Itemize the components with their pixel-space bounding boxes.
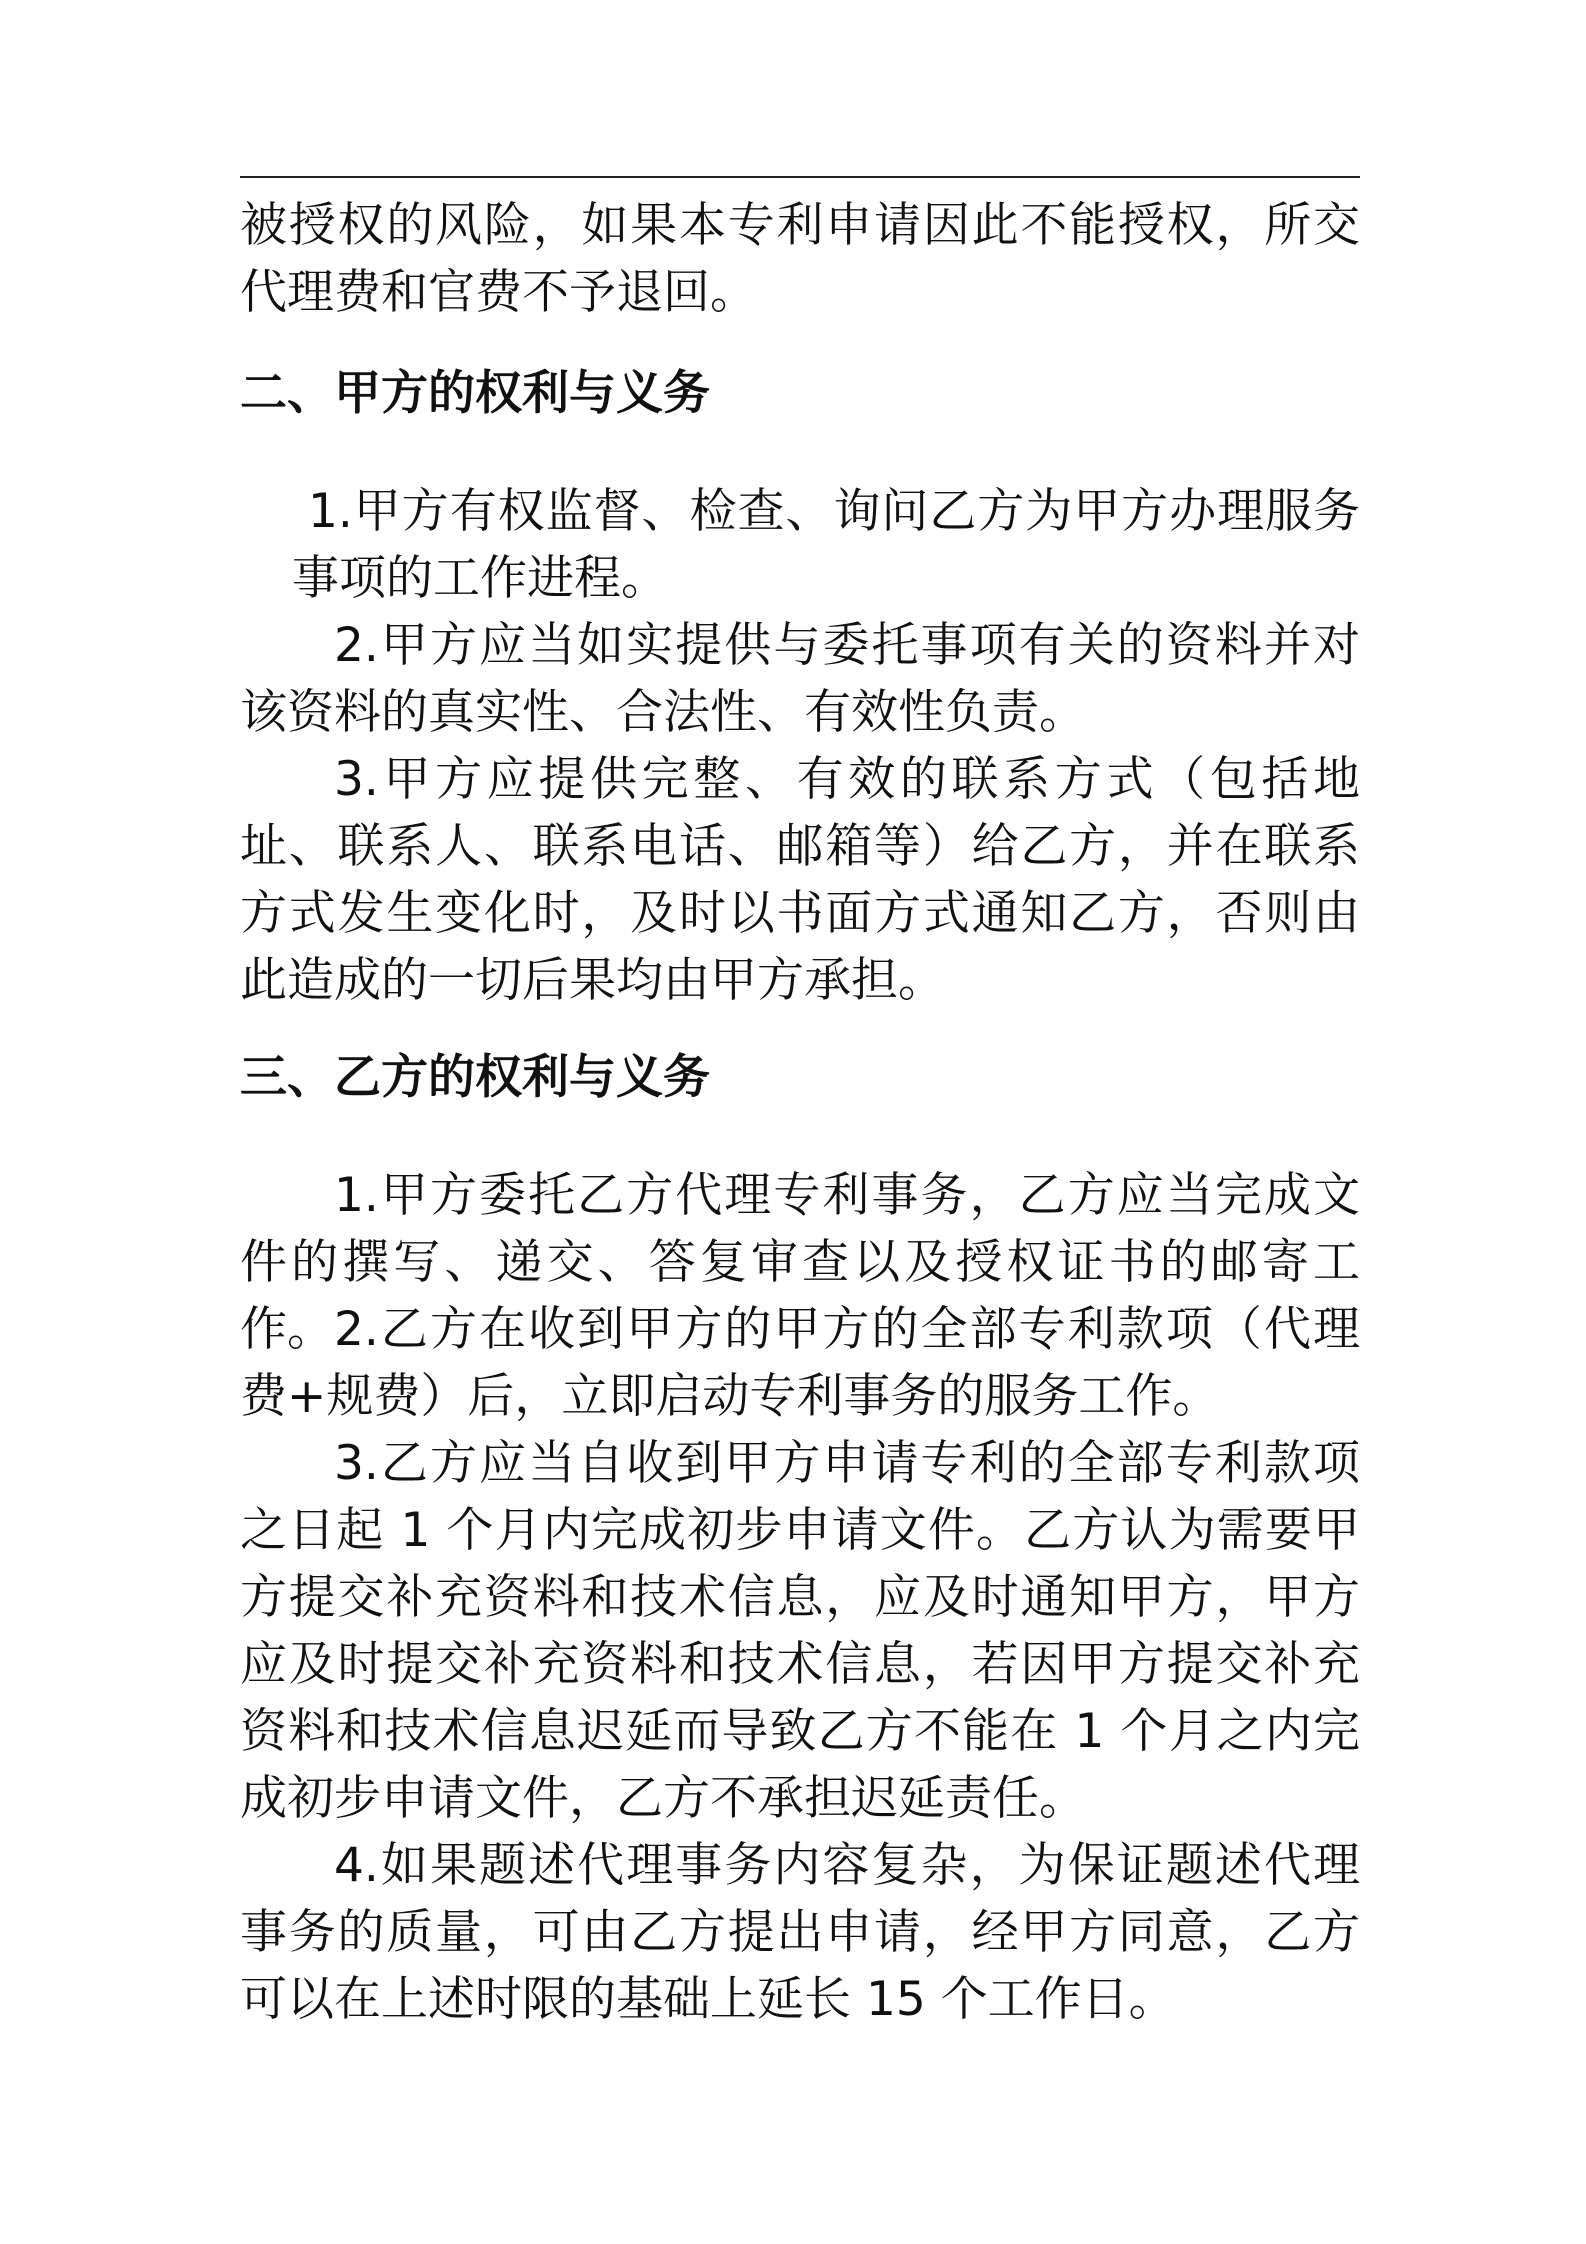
section-3-item-2: 2.乙方在收到甲方的甲方的全部专利款项（代理费+规费）后，立即启动专利事务的服务工作。 xyxy=(240,1302,1360,1424)
header-rule xyxy=(240,176,1360,178)
section-3-item-1: 1.甲方委托乙方代理专利事务，乙方应当完成文件的撰写、递交、答复审查以及授权证书的邮寄工作。 xyxy=(240,1168,1360,1357)
section-3-item-3: 3.乙方应当自收到甲方申请专利的全部专利款项之日起 1 个月内完成初步申请文件。乙方认为需要甲方提交补充资料和技术信息，应及时通知甲方，甲方应及时提交补充资料和技术信息，若因甲方提交补充资料和技术信息迟延而导致乙方不能在 1 个月之内完成初步申请文件，乙方不承担迟延责任。 xyxy=(240,1436,1360,1826)
section-2-item-2: 2.甲方应当如实提供与委托事项有关的资料并对该资料的真实性、合法性、有效性负责。 xyxy=(240,618,1360,740)
section-2-item-1: 1.甲方有权监督、检查、询问乙方为甲方办理服务事项的工作进程。 xyxy=(292,484,1360,606)
section-3-heading: 三、乙方的权利与义务 xyxy=(240,1050,710,1105)
intro-continuation: 被授权的风险，如果本专利申请因此不能授权，所交代理费和官费不予退回。 xyxy=(240,198,1360,320)
section-2-item-3: 3.甲方应提供完整、有效的联系方式（包括地址、联系人、联系电话、邮箱等）给乙方，并在联系方式发生变化时，及时以书面方式通知乙方，否则由此造成的一切后果均由甲方承担。 xyxy=(240,752,1360,1008)
section-3-item-4: 4.如果题述代理事务内容复杂，为保证题述代理事务的质量，可由乙方提出申请，经甲方同意，乙方可以在上述时限的基础上延长 15 个工作日。 xyxy=(240,1838,1360,2027)
section-2-heading: 二、甲方的权利与义务 xyxy=(240,366,710,421)
